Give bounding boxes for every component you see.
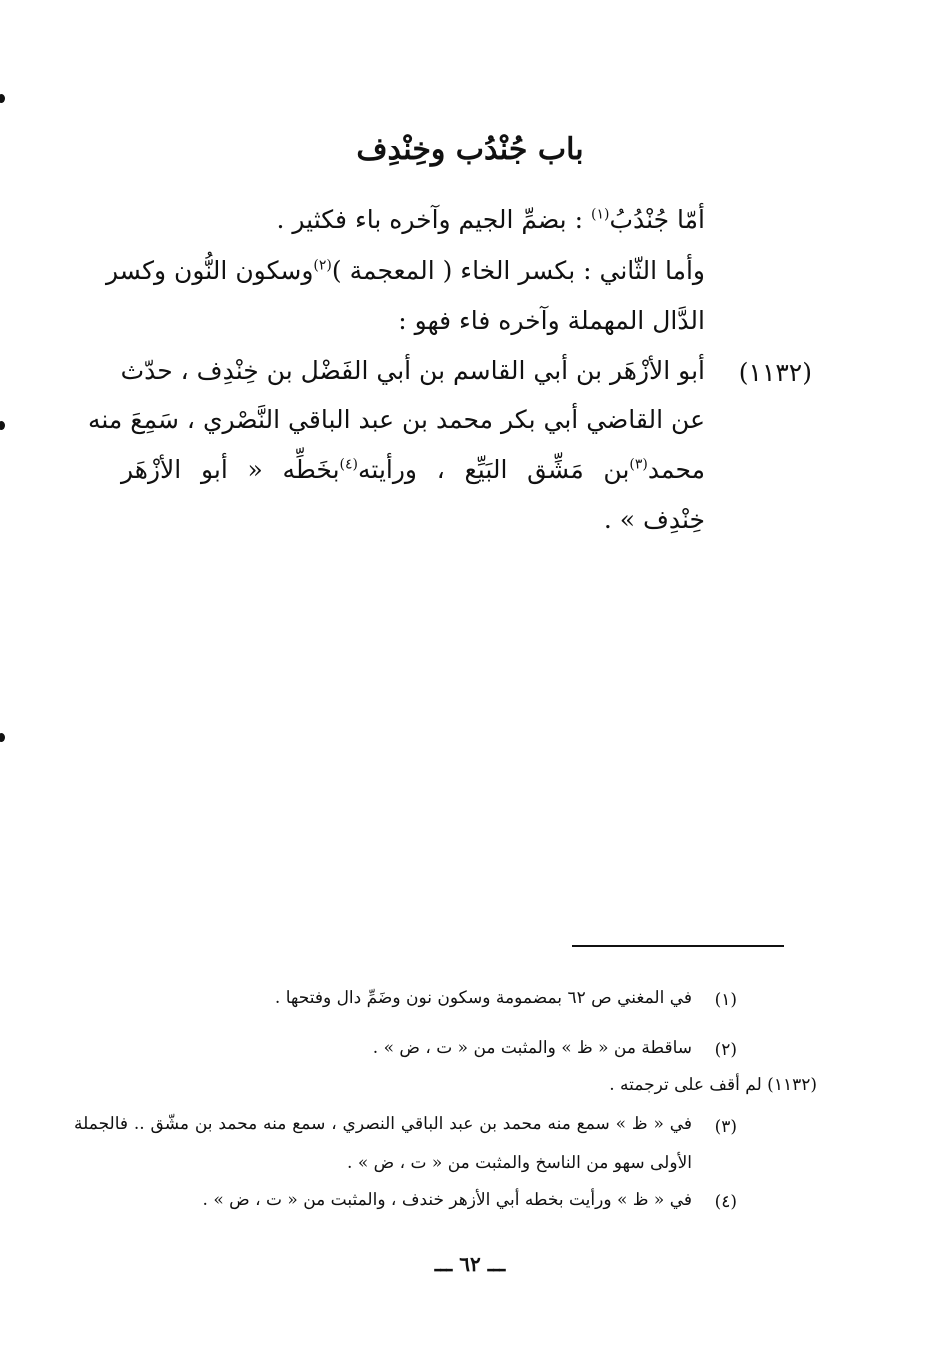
footnote-4-number: (٤) — [714, 1192, 737, 1212]
intro-text: : بضمِّ الجيم وآخره باء فكثير . — [276, 205, 584, 234]
entry-text: بخَطِّه « أبو الأزْهَر — [121, 455, 340, 484]
scan-mark-dot — [0, 421, 5, 430]
footnote-1-number: (١) — [714, 990, 737, 1010]
scan-mark-dot — [0, 733, 5, 742]
entry-line-3 — [121, 455, 705, 485]
footnote-ref: (١) — [590, 206, 610, 223]
footnote-separator — [572, 945, 784, 947]
footnote-3-line-2: الأولى سهو من الناسخ والمثبت من « ت ، ض » . — [347, 1153, 692, 1173]
intro-text: وسكون النُّون وكسر — [105, 256, 314, 285]
footnote-1: في المغني ص ٦٢ بمضمومة وسكون نون وضَمِّ دال وفتحها . — [274, 988, 692, 1008]
chapter-heading: باب جُنْدُب وخِنْدِف — [356, 132, 584, 167]
entry-line-4: خِنْدِف » . — [603, 505, 705, 534]
entry-text: بن مَشِّق البَيِّع ، ورأيته — [358, 455, 630, 484]
scan-mark-dot — [0, 94, 5, 103]
entry-text: محمد — [647, 455, 705, 484]
intro-line-2 — [105, 256, 705, 286]
footnote-2-number: (٢) — [714, 1040, 737, 1060]
page-number: ـــ ٦٢ ـــ — [434, 1252, 506, 1276]
footnote-ref: (٣) — [629, 456, 648, 473]
intro-text: أمّا جُنْدُبُ — [609, 205, 705, 234]
intro-text: وأما الثّاني : بكسر الخاء ( المعجمة ) — [331, 256, 705, 285]
intro-line-3: الدَّال المهملة وآخره فاء فهو : — [398, 306, 705, 335]
footnote-ref: (٤) — [339, 456, 358, 473]
entry-line-1: أبو الأزْهَر بن أبي القاسم بن أبي الفَضْل بن خِنْدِف ، حدّث — [120, 356, 705, 385]
footnote-3-line-1: في « ظ » سمع منه محمد بن عبد الباقي النصري ، سمع منه محمد بن مشّق .. فالجملة — [74, 1114, 692, 1134]
footnote-4: في « ظ » ورأيت بخطه أبي الأزهر خندف ، والمثبت من « ت ، ض » . — [202, 1190, 692, 1210]
entry-line-2: عن القاضي أبي بكر محمد بن عبد الباقي النَّصْري ، سَمِعَ منه — [87, 405, 705, 434]
intro-line-1 — [276, 205, 705, 235]
footnote-2: ساقطة من « ظ » والمثبت من « ت ، ض » . — [372, 1038, 692, 1058]
footnote-ref: (٢) — [313, 257, 332, 274]
footnote-entry: (١١٣٢) لم أقف على ترجمته . — [609, 1075, 817, 1095]
footnote-3-number: (٣) — [714, 1117, 737, 1137]
entry-number: (١١٣٢) — [738, 358, 812, 387]
